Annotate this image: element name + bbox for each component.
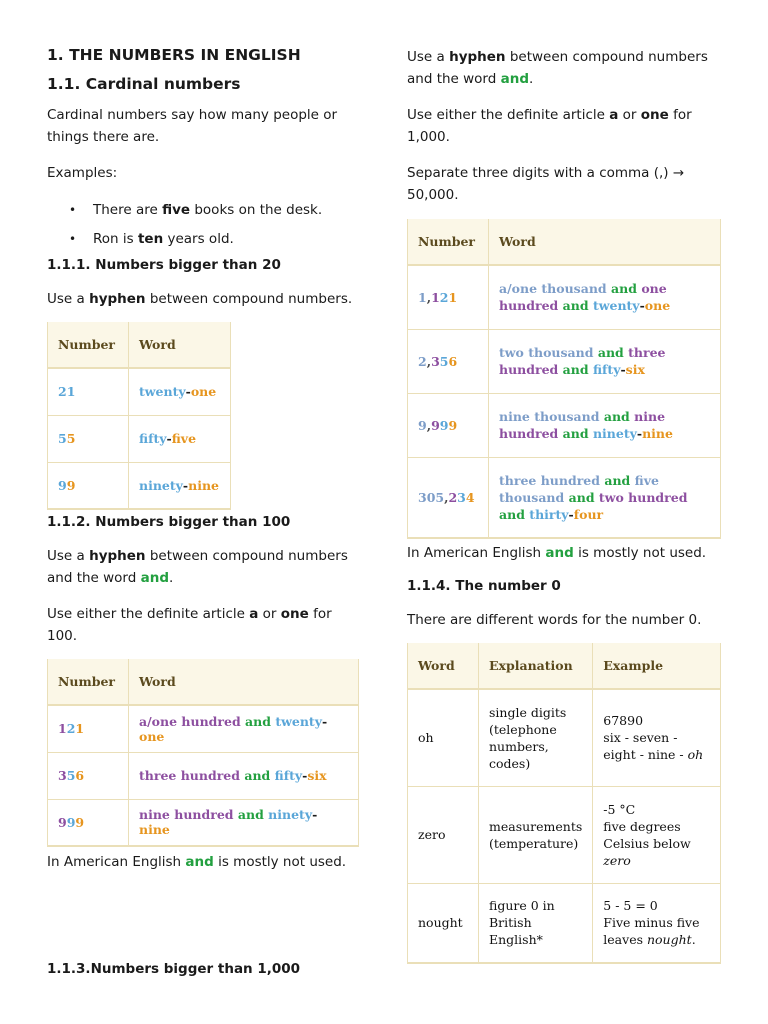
table-row: 9,999 nine thousand and nine hundred and ninety-nine [408, 393, 721, 457]
subsection-heading: 1.1.2. Numbers bigger than 100 [47, 514, 291, 530]
table-header: Number [408, 219, 489, 265]
paragraph: There are different words for the number 0. [407, 612, 702, 628]
list-item: • Ron is ten years old. [93, 228, 234, 250]
subsection-heading: 1.1.3.Numbers bigger than 1,000 [47, 961, 301, 977]
table-header: Word [408, 643, 479, 689]
table-row: 2,356 two thousand and three hundred and fifty-six [408, 329, 721, 393]
table-header: Word [489, 219, 721, 265]
section-heading: 1.1. Cardinal numbers [47, 75, 241, 93]
table-numbers-1000 [407, 219, 721, 539]
table-header: Word [129, 659, 359, 705]
table-row: 356 three hundred and fifty-six [48, 752, 359, 799]
table-header: Explanation [479, 643, 593, 689]
page-heading: 1. THE NUMBERS IN ENGLISH [47, 46, 301, 64]
table-numbers-100 [47, 659, 359, 847]
table-header: Example [593, 643, 721, 689]
paragraph: Use a hyphen between compound numbers and the word and. [47, 548, 348, 586]
table-row: oh single digits (telephone numbers, codes) 67890 six - seven - eight - nine - oh [408, 689, 721, 786]
paragraph: Use either the definite article a or one for 1,000. [407, 107, 692, 145]
table-row: zero measurements (temperature) -5 °C five degrees Celsius below zero [408, 786, 721, 883]
table-row: 999 nine hundred and ninety-nine [48, 799, 359, 846]
list-item: • There are five books on the desk. [93, 199, 322, 221]
table-header: Number [48, 322, 129, 368]
table-row: nought figure 0 in British English* 5 - 5 = 0 Five minus five leaves nought. [408, 883, 721, 963]
table-number-zero [407, 643, 721, 964]
table-row: 1,121 a/one thousand and one hundred and twenty-one [408, 265, 721, 329]
table-header: Word [129, 322, 231, 368]
examples-label: Examples: [47, 165, 118, 181]
paragraph: Separate three digits with a comma (,) → 50,000. [407, 165, 685, 203]
paragraph: Use a hyphen between compound numbers and the word and. [407, 49, 708, 87]
table-header: Number [48, 659, 129, 705]
paragraph: In American English and is mostly not used. [47, 854, 347, 870]
table-row: 305,234 three hundred and five thousand and two hundred and thirty-four [408, 457, 721, 538]
paragraph: Use a hyphen between compound numbers. [47, 291, 353, 307]
subsection-heading: 1.1.4. The number 0 [407, 578, 561, 594]
paragraph: Use either the definite article a or one for 100. [47, 606, 332, 644]
subsection-heading: 1.1.1. Numbers bigger than 20 [47, 257, 281, 273]
table-numbers-20 [47, 322, 231, 510]
table-row: 121 a/one hundred and twenty-one [48, 705, 359, 752]
table-row: 99 ninety-nine [48, 462, 231, 509]
paragraph: In American English and is mostly not used. [407, 545, 707, 561]
table-row: 55 fifty-five [48, 415, 231, 462]
intro-paragraph: Cardinal numbers say how many people or things there are. [47, 107, 338, 145]
table-row: 21 twenty-one [48, 368, 231, 415]
